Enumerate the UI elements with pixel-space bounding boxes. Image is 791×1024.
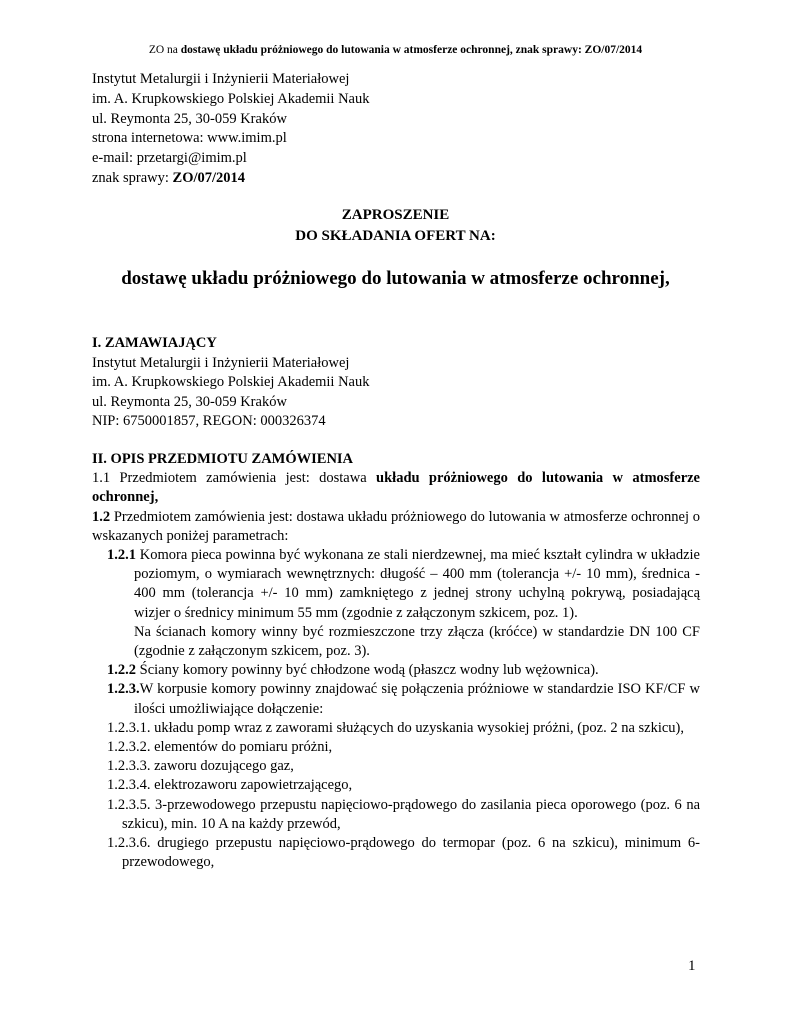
section-line: ul. Reymonta 25, 30-059 Kraków [92, 393, 287, 410]
paragraph-text: Przedmiotem zamówienia jest: dostawa układu próżniowego do lutowania w atmosferze ochronnej o wskazanych poniżej parametrach: [92, 508, 700, 544]
list-item: 1.2.3.5. 3-przewodowego przepustu napięciowo-prądowego do zasilania pieca oporowego (poz. 6 na szkicu), min. 10 A na każdy przewód, [107, 796, 700, 832]
address-line: Instytut Metalurgii i Inżynierii Materiałowej [92, 71, 350, 87]
section-order-description [92, 450, 700, 872]
address-line: e-mail: przetargi@imim.pl [92, 150, 247, 167]
running-header-bold: dostawę układu próżniowego do lutowania w atmosferze ochronnej, znak sprawy: ZO/07/2014 [180, 44, 643, 56]
paragraph-text: W korpusie komory powinny znajdować się połączenia próżniowe w standardzie ISO KF/CF w ilości umożliwiające dołączenie: [134, 681, 700, 717]
paragraph-number: 1.2.1 [107, 547, 136, 564]
paragraph-1-1 [92, 469, 700, 507]
paragraph-text: Przedmiotem zamówienia jest: dostawa [110, 470, 377, 487]
section-line: Instytut Metalurgii i Inżynierii Materiałowej [92, 354, 350, 371]
paragraph-1-2-1 [92, 546, 700, 623]
running-header-prefix: ZO na [148, 44, 181, 56]
list-item: 1.2.3.3. zaworu dozującego gaz, [107, 758, 294, 775]
paragraph-1-2 [92, 508, 700, 546]
address-line: strona internetowa: www.imim.pl [92, 130, 287, 147]
section-heading: II. OPIS PRZEDMIOTU ZAMÓWIENIA [92, 451, 354, 467]
list-item: 1.2.3.2. elementów do pomiaru próżni, [107, 739, 333, 756]
paragraph-1-2-1-continued: Na ścianach komory winny być rozmieszczone trzy złącza (króćce) w standardzie DN 100 CF (zgodnie z załączonym szkicem, poz. 3). [134, 623, 700, 660]
paragraph-text: Ściany komory powinny być chłodzone wodą (płaszcz wodny lub wężownica). [136, 662, 599, 679]
document-subject: dostawę układu próżniowego do lutowania w atmosferze ochronnej, [121, 268, 670, 289]
list-item: 1.2.3.6. drugiego przepustu napięciowo-prądowego do termopar (poz. 6 na szkicu), minimum 6-przewodowego, [107, 835, 700, 871]
running-header [0, 44, 791, 56]
section-line: im. A. Krupkowskiego Polskiej Akademii Nauk [92, 374, 370, 391]
paragraph-number: 1.2 [92, 508, 111, 525]
paragraph-bold: układu próżniowego do lutowania w atmosferze ochronnej, [92, 470, 700, 506]
list-item: 1.2.3.1. układu pomp wraz z zaworami służących do uzyskania wysokiej próżni, (poz. 2 na szkicu), [107, 719, 685, 736]
title-line-2: DO SKŁADANIA OFERT NA: [295, 228, 496, 244]
case-reference-label: znak sprawy: [92, 169, 173, 186]
address-line: im. A. Krupkowskiego Polskiej Akademii Nauk [92, 90, 370, 107]
paragraph-number: 1.1 [92, 470, 111, 487]
case-reference-value: ZO/07/2014 [172, 169, 246, 186]
case-reference [92, 169, 370, 189]
paragraph-number: 1.2.3. [107, 681, 140, 698]
section-contracting-authority [92, 334, 370, 432]
document-title [0, 205, 791, 247]
section-heading: I. ZAMAWIAJĄCY [92, 335, 217, 351]
paragraph-1-2-3 [92, 680, 700, 718]
address-block [92, 70, 370, 189]
section-line: NIP: 6750001857, REGON: 000326374 [92, 413, 326, 430]
title-line-1: ZAPROSZENIE [341, 207, 450, 223]
paragraph-1-2-2 [92, 661, 700, 680]
paragraph-number: 1.2.2 [107, 662, 136, 679]
page-number: 1 [688, 958, 696, 974]
address-line: ul. Reymonta 25, 30-059 Kraków [92, 110, 287, 127]
list-item: 1.2.3.4. elektrozaworu zapowietrzającego, [107, 777, 353, 794]
paragraph-text: Komora pieca powinna być wykonana ze stali nierdzewnej, ma mieć kształt cylindra w układzie poziomym, o wymiarach wewnętrznych: długość – 400 mm (tolerancja +/- 10 mm), średnica - 400 mm (tolerancja +/- 10 mm) zamkniętego z jednej strony uchylną pokrywą, posiadającą wizjer o średnicy minimum 55 mm (zgodnie z załączonym szkicem, poz. 1). [134, 547, 700, 621]
